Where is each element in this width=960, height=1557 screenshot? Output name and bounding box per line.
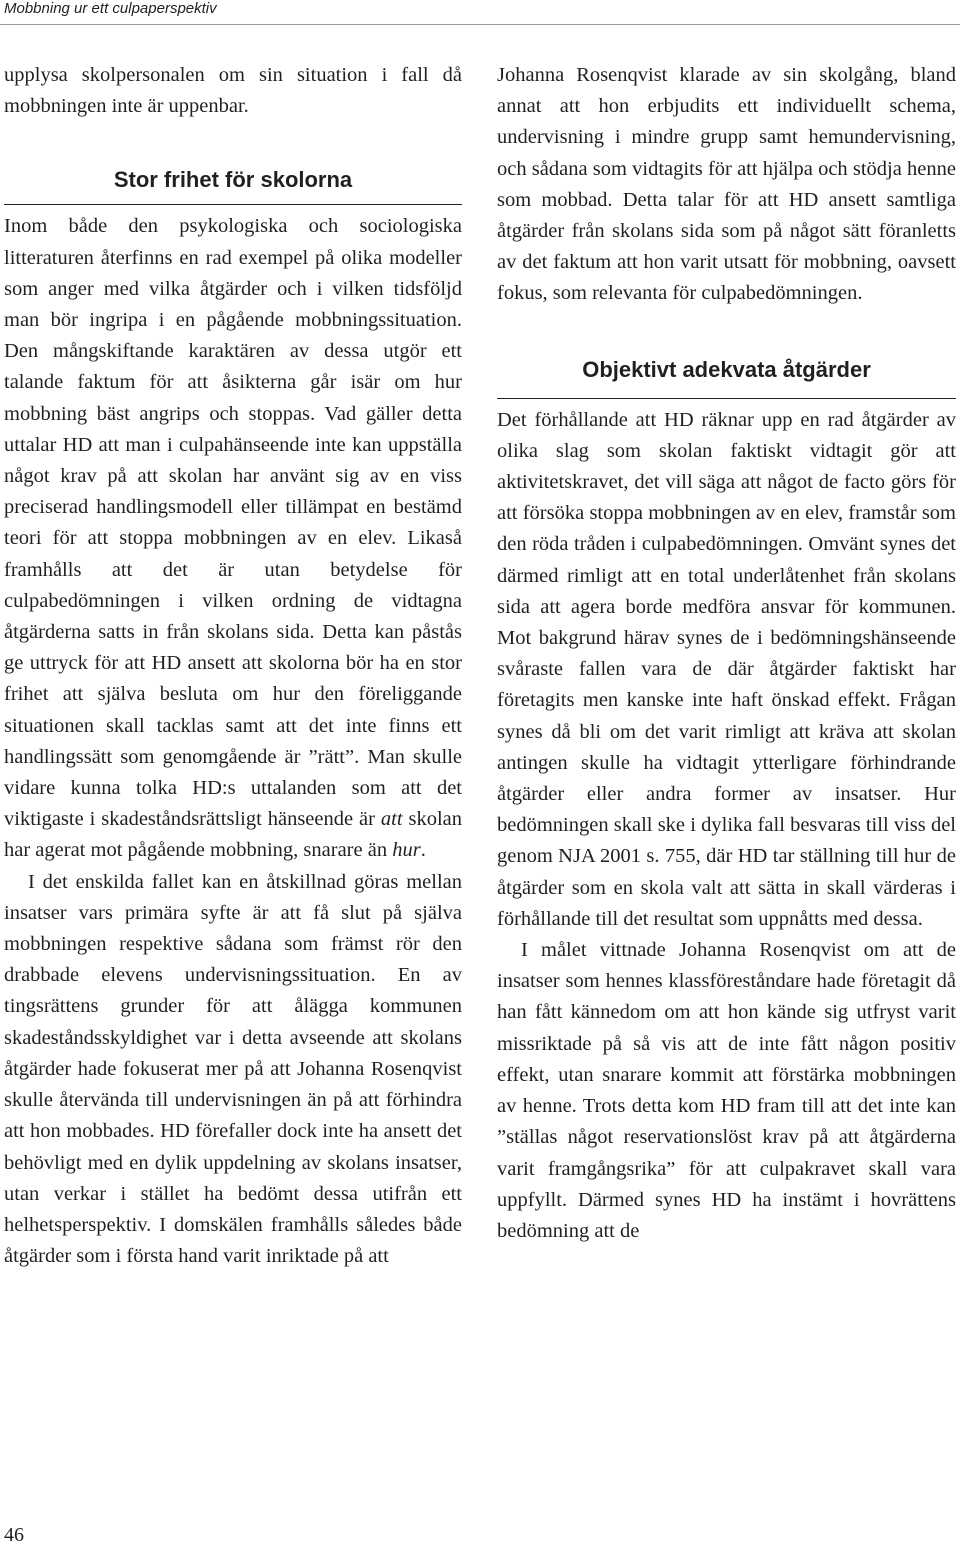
left-p1-emphasis-hur: hur [392, 839, 421, 862]
right-column [497, 60, 956, 1247]
left-p1-text-b: skolan har agerat mot pågående mobbning, snarare än [4, 808, 462, 862]
left-intro-paragraph: upplysa skolpersonalen om sin situation i fall då mobbningen inte är uppenbar. [4, 64, 462, 118]
running-head: Mobbning ur ett culpaperspektiv [4, 0, 217, 17]
left-column [4, 60, 462, 1272]
left-paragraph-2: I det enskilda fallet kan en åtskillnad göras mellan insatser vars primära syfte är att få slut på själva mobbningen respektive sådana som främst rör den drabbade elevens undervisningssituation. En av tingsrättens grunder för att ålägga kommunen skadeståndsskyldighet var i detta avseende att skolans åtgärder hade fokuserat mer på att Johanna Rosenqvist skulle återvända till undervisningen än på att förhindra att hon mobbades. HD förefaller dock inte ha ansett det behövligt med en dylik uppdelning av skolans insatser, utan verkar i stället ha bedömt dessa utifrån ett helhetsperspektiv. I domskälen framhålls således både åtgärder som i första hand varit inriktade på att [4, 870, 462, 1268]
section-heading-objektivt-adekvata: Objektivt adekvata åtgärder [497, 310, 956, 399]
page-number: 46 [4, 1524, 24, 1546]
right-intro-paragraph: Johanna Rosenqvist klarade av sin skolgång, bland annat att hon erbjudits ett individuellt schema, undervisning i mindre grupp samt hemundervisning, och sådana som vidtagits för att hjälpa och stödja henne som mobbad. Detta talar för att HD ansett samtliga åtgärder från skolans sida som på något sätt föranletts av det faktum att hon varit utsatt för mobbning, oavsett fokus, som relevanta för culpabedömningen. [497, 64, 956, 305]
right-paragraph-2: I målet vittnade Johanna Rosenqvist om att de insatser som hennes klassföreståndare hade företagit då han fått kännedom om att hon kände sig utfryst varit missriktade på så vis att de inte fått någon positiv effekt, utan snarare kommit att förstärka mobbningen av henne. Trots detta kom HD fram till att det inte kan ”ställas något reservationslöst krav på att åtgärderna varit framgångsrika” för att culpakravet skall vara uppfyllt. Därmed synes HD ha instämt i hovrättens bedömning att de [497, 939, 956, 1242]
left-p1-text-a: Inom både den psykologiska och sociologiska litteraturen återfinns en rad exempel på olika modeller som anger med vilka åtgärder och i vilken tidsföljd man bör ingripa i en pågående mobbningssituation. Den mångskiftande karaktären av dessa utgör ett talande faktum för att åsikterna går isär om hur mobbning bäst angrips och stoppas. Vad gäller detta uttalar HD att man i culpahänseende inte kan uppställa något krav på att skolan har använt sig av en viss preciserad handlingsmodell eller tillämpat en bestämd teori för att stoppa mobbningen av en elev. Likaså framhålls att det är utan betydelse för culpabedömningen i vilken ordning de vidtagna åtgärderna satts in från skolans sida. Detta kan påstås ge uttryck för att HD ansett att skolorna bör ha en stor frihet att själva besluta om hur den föreliggande situationen skall tacklas samt att det inte finns ett handlingssätt som genomgående är ”rätt”. Man skulle vidare kunna tolka HD:s uttalanden som att det viktigaste i skadeståndsrättsligt hänseende är [4, 215, 462, 831]
right-paragraph-1: Det förhållande att HD räknar upp en rad åtgärder av olika slag som skolan faktiskt vidtagit gör att aktivitetskravet, det vill säga att något de facto görs för att försöka stoppa mobbningen av en elev, framstår som den röda tråden i culpabedömningen. Omvänt synes det därmed rimligt att en total underlåtenhet från skolans sida att agera borde medföra ansvar för kommunen. Mot bakgrund härav synes de i bedömningshänseende svåraste fallen vara de där åtgärder faktiskt har företagits men kanske inte haft önskad effekt. Frågan synes då bli om det varit rimligt att kräva att skolan antingen skulle ha vidtagit ytterligare förhindrande åtgärder eller andra former av insatser. Hur bedömningen skall ske i dylika fall besvaras till viss del genom NJA 2001 s. 755, där HD tar ställning till hur de åtgärder som en skola valt att sätta in skall värderas i förhållande till det resultat som uppnåtts med dessa. [497, 408, 956, 930]
section-heading-stor-frihet: Stor frihet för skolorna [4, 122, 462, 205]
left-paragraph-1 [4, 211, 462, 866]
left-p1-emphasis-att: att [380, 808, 403, 831]
left-p1-text-c: . [420, 839, 426, 862]
header-rule [0, 24, 960, 25]
